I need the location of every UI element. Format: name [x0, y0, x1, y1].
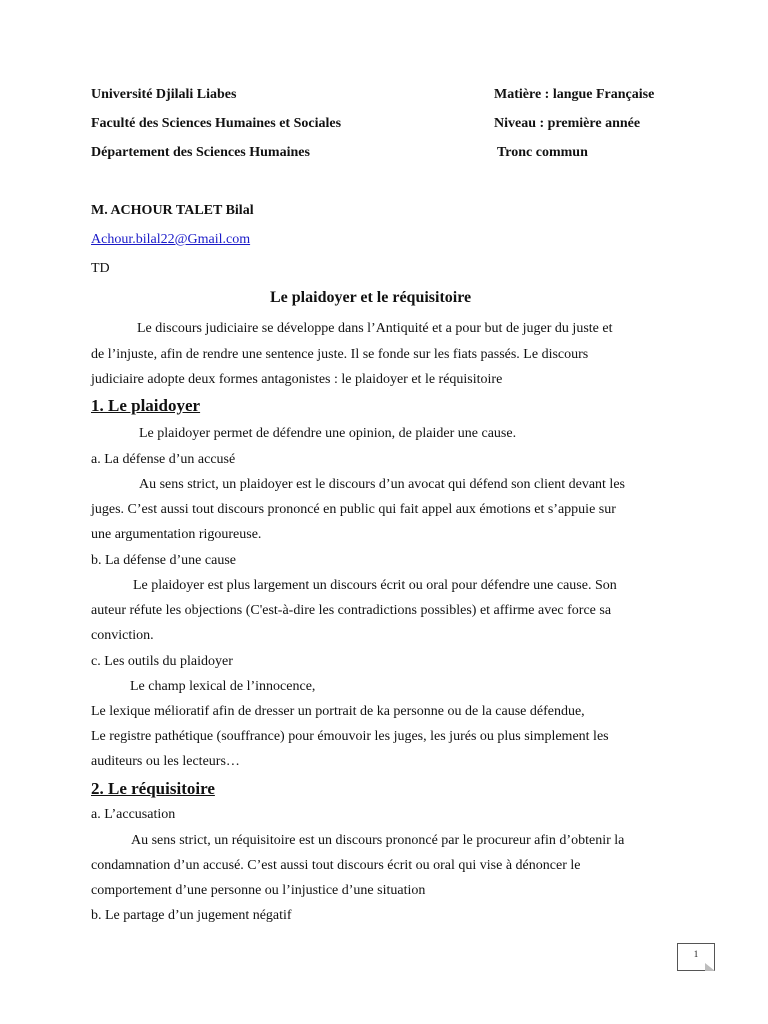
paragraph-line: Le lexique mélioratif afin de dresser un portrait de ka personne ou de la cause défendue, [91, 704, 585, 719]
paragraph-line: juges. C’est aussi tout discours prononcé en public qui fait appel aux émotions et s’appuie sur [91, 502, 616, 517]
paragraph-line: comportement d’une personne ou l’injustice d’une situation [91, 883, 426, 898]
intro-line: de l’injuste, afin de rendre une sentence juste. Il se fonde sur les fiats passés. Le discours [91, 347, 589, 362]
university-name: Université Djilali Liabes [91, 87, 237, 102]
document-type: TD [91, 261, 110, 276]
subsection-title: a. L’accusation [91, 807, 176, 822]
page-number: 1 [693, 949, 699, 959]
page-fold-icon [705, 963, 715, 971]
plaidoyer-definition: Le plaidoyer permet de défendre une opinion, de plaider une cause. [139, 426, 517, 441]
paragraph-line: Le champ lexical de l’innocence, [130, 679, 316, 694]
level-label: Niveau : première année [494, 116, 641, 131]
section-heading-requisitoire: 2. Le réquisitoire [91, 779, 215, 798]
faculty-name: Faculté des Sciences Humaines et Sociales [91, 116, 342, 131]
paragraph-line: Au sens strict, un réquisitoire est un discours prononcé par le procureur afin d’obtenir la [131, 833, 625, 848]
paragraph-line: condamnation d’un accusé. C’est aussi tout discours écrit ou oral qui vise à dénoncer le [91, 858, 581, 873]
paragraph-line: auteur réfute les objections (C'est-à-dire les contradictions possibles) et affirme avec force sa [91, 603, 612, 618]
subsection-title: b. Le partage d’un jugement négatif [91, 908, 292, 923]
track-label: Tronc commun [497, 145, 588, 160]
section-heading-plaidoyer: 1. Le plaidoyer [91, 396, 201, 415]
paragraph-line: Le plaidoyer est plus largement un discours écrit ou oral pour défendre une cause. Son [133, 578, 617, 593]
intro-line: Le discours judiciaire se développe dans l’Antiquité et a pour but de juger du juste et [137, 321, 613, 336]
paragraph-line: auditeurs ou les lecteurs… [91, 754, 240, 769]
page-title: Le plaidoyer et le réquisitoire [270, 289, 472, 306]
author-email-link[interactable]: Achour.bilal22@Gmail.com [91, 232, 251, 247]
department-name: Département des Sciences Humaines [91, 145, 310, 160]
paragraph-line: Au sens strict, un plaidoyer est le discours d’un avocat qui défend son client devant les [139, 477, 625, 492]
subsection-title: b. La défense d’une cause [91, 553, 236, 568]
paragraph-line: une argumentation rigoureuse. [91, 527, 262, 542]
subsection-title: a. La défense d’un accusé [91, 452, 236, 467]
page-number-box [677, 943, 715, 971]
subsection-title: c. Les outils du plaidoyer [91, 654, 233, 669]
subject-label: Matière : langue Française [494, 87, 655, 102]
author-name: M. ACHOUR TALET Bilal [91, 203, 254, 218]
intro-line: judiciaire adopte deux formes antagonistes : le plaidoyer et le réquisitoire [91, 372, 503, 387]
paragraph-line: Le registre pathétique (souffrance) pour émouvoir les juges, les jurés ou plus simplement les [91, 729, 609, 744]
paragraph-line: conviction. [91, 628, 154, 643]
